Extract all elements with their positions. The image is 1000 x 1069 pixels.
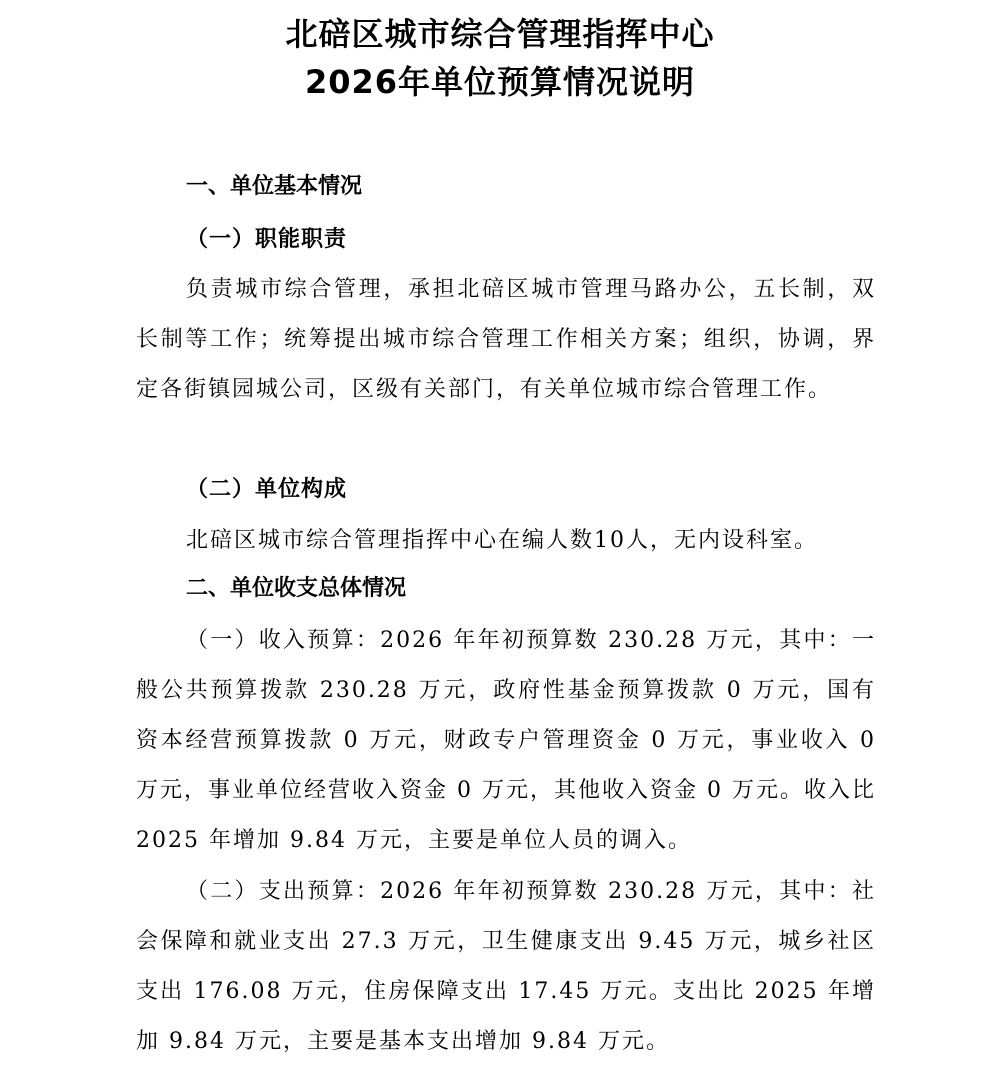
section1-sub2-heading: （二）单位构成 (186, 476, 348, 502)
document-title-line1: 北碚区城市综合管理指挥中心 (285, 15, 715, 53)
section1-heading: 一、单位基本情况 (186, 174, 363, 199)
expense-lead: （二）支出预算 (186, 879, 356, 904)
income-text: ：2026 年年初预算数 230.28 万元，其中：一般公共预算拨款 230.28 万元，政府性基金预算拨款 0 万元，国有资本经营预算拨款 0 万元，财政专户管理资金 0 万元，事业收入 0 万元，事业单位经营收入资金 0 万元，其他收入资金 0 万元。收入比 2025 年增加 9.84 万元，主要是单位人员的调入。 (136, 628, 876, 853)
duties-paragraph: 负责城市综合管理，承担北碚区城市管理马路办公，五长制，双长制等工作；统筹提出城市综合管理工作相关方案；组织，协调，界定各街镇园城公司，区级有关部门，有关单位城市综合管理工作。 (136, 277, 876, 402)
section2-heading: 二、单位收支总体情况 (186, 576, 407, 601)
document-title-line2: 2026年单位预算情况说明 (304, 63, 696, 101)
composition-paragraph: 北碚区城市综合管理指挥中心在编人数10人，无内设科室。 (186, 528, 818, 553)
income-paragraph (136, 616, 876, 866)
income-lead: （一）收入预算 (186, 628, 356, 653)
section1-sub1-heading: （一）职能职责 (186, 226, 348, 252)
expense-text: ：2026 年年初预算数 230.28 万元，其中：社会保障和就业支出 27.3 万元，卫生健康支出 9.45 万元，城乡社区支出 176.08 万元，住房保障支出 17.45 万元。支出比 2025 年增加 9.84 万元，主要是基本支出增加 9.84 万元。 (136, 879, 876, 1054)
expense-paragraph (136, 867, 876, 1067)
